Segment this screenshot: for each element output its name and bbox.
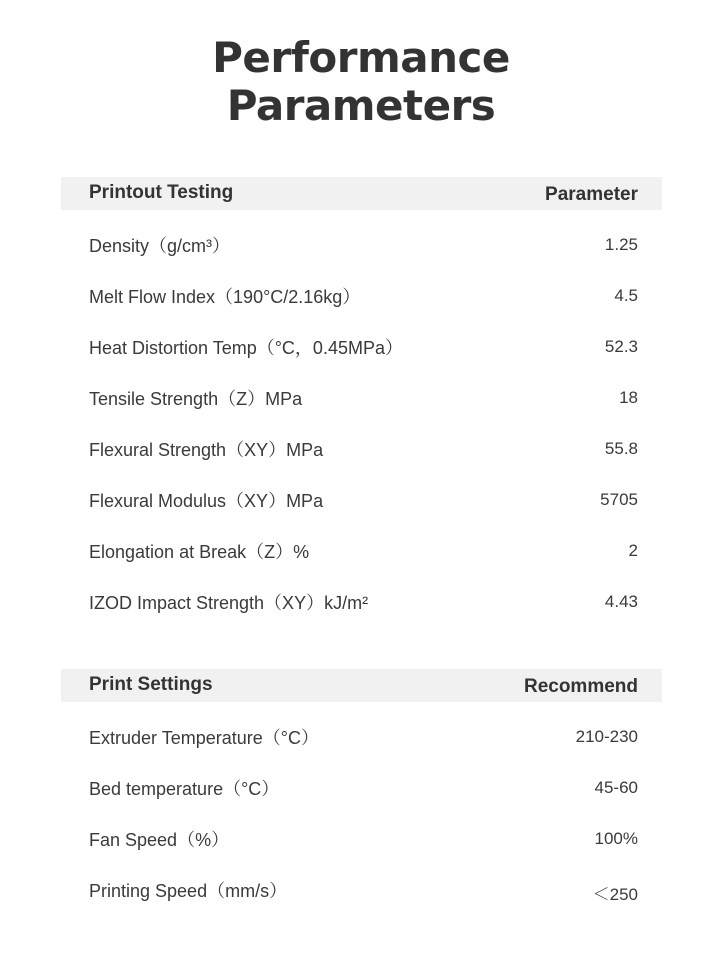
print-settings-rows xyxy=(61,702,662,906)
row-label: Flexural Strength（XY）MPa xyxy=(89,440,324,460)
page-title xyxy=(0,34,722,130)
row-value: 45-60 xyxy=(594,778,638,797)
table-row xyxy=(61,855,662,906)
row-label: Flexural Modulus（XY）MPa xyxy=(89,491,324,511)
row-value: 100% xyxy=(594,829,638,848)
printout-testing-header xyxy=(61,177,662,210)
row-value: ＜250 xyxy=(592,885,638,904)
recommend-heading: Recommend xyxy=(523,676,638,697)
row-label: Density（g/cm³） xyxy=(89,236,231,256)
printout-testing-table xyxy=(61,177,662,618)
row-label: Melt Flow Index（190°C/2.16kg） xyxy=(89,287,361,307)
row-label: Bed temperature（°C） xyxy=(89,779,280,799)
row-value: 5705 xyxy=(600,490,638,509)
row-value: 4.43 xyxy=(604,592,638,611)
row-label: Elongation at Break（Z）% xyxy=(89,542,310,562)
row-value: 4.5 xyxy=(614,286,638,305)
print-settings-heading: Print Settings xyxy=(89,674,213,695)
table-row xyxy=(61,753,662,804)
table-row xyxy=(61,363,662,414)
row-value: 1.25 xyxy=(604,235,638,254)
row-value: 210-230 xyxy=(575,727,638,746)
row-value: 18 xyxy=(619,388,638,407)
printout-testing-heading: Printout Testing xyxy=(89,182,234,203)
row-label: Heat Distortion Temp（°C，0.45MPa） xyxy=(89,338,403,358)
table-row xyxy=(61,516,662,567)
row-label: Fan Speed（%） xyxy=(89,830,230,850)
row-value: 52.3 xyxy=(604,337,638,356)
table-row xyxy=(61,210,662,261)
printout-testing-rows xyxy=(61,210,662,618)
row-label: Extruder Temperature（°C） xyxy=(89,728,319,748)
table-row xyxy=(61,261,662,312)
row-value: 2 xyxy=(628,541,638,560)
page-title-line-1: Performance xyxy=(212,33,510,82)
parameter-heading: Parameter xyxy=(545,184,638,205)
table-row xyxy=(61,702,662,753)
table-row xyxy=(61,414,662,465)
table-row xyxy=(61,312,662,363)
page-title-line-2: Parameters xyxy=(226,81,496,130)
row-value: 55.8 xyxy=(604,439,638,458)
row-label: IZOD Impact Strength（XY）kJ/m² xyxy=(89,593,369,613)
table-row xyxy=(61,804,662,855)
table-row xyxy=(61,465,662,516)
row-label: Tensile Strength（Z）MPa xyxy=(89,389,303,409)
print-settings-table xyxy=(61,669,662,906)
print-settings-header xyxy=(61,669,662,702)
row-label: Printing Speed（mm/s） xyxy=(89,881,288,901)
table-row xyxy=(61,567,662,618)
